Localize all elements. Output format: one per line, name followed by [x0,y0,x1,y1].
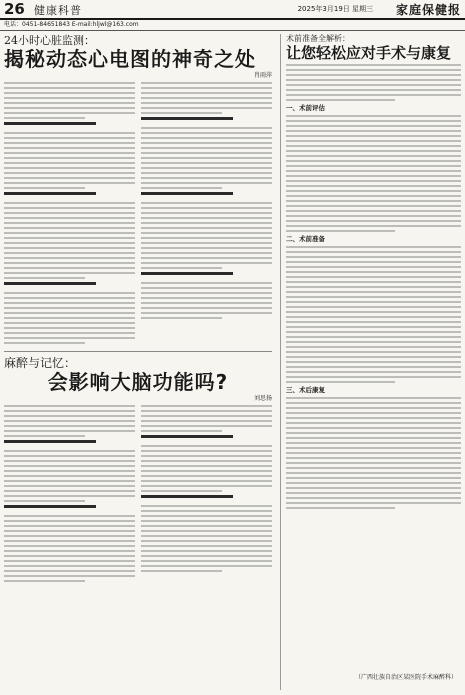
feature-section-heading: 二、术前准备 [286,235,325,243]
feature-section-heading: 三、术后康复 [286,386,325,394]
feature-section-heading: 一、术前评估 [286,104,325,112]
article-body [4,405,272,585]
section-title: 家庭保健报 [395,3,461,17]
subsection-heading [4,440,135,447]
text-column [4,82,135,347]
article-kicker: 麻醉与记忆： [4,356,77,370]
subsection-heading [141,435,272,442]
article-body [4,82,272,347]
article-headline: 会影响大脑功能吗? [47,370,229,394]
text-column [141,82,272,347]
subsection-heading [141,272,272,279]
article-byline: 肖雨萍 [253,72,272,79]
subsection-heading [141,117,272,124]
subsection-heading [4,282,135,289]
page-number: 26 [4,0,25,18]
article-byline: 刘思扬 [253,395,272,402]
subsection-heading [141,192,272,199]
article-anesthesia [4,356,272,585]
article-kicker: 24小时心脏监测： [4,34,95,47]
feature-credit: （广西壮族自治区某医院手术麻醉科） [354,674,457,681]
subsection-heading [4,192,135,199]
paper-name: 健康科普 [34,4,82,17]
article-ecg [4,34,272,347]
feature-kicker: 术前准备全解析： [286,34,350,43]
subsection-heading [4,505,135,512]
contact-text: 电话：0451-84651843 E-mail:hljwl@163.com [4,21,139,28]
article-headline: 揭秘动态心电图的神奇之处 [4,47,256,71]
masthead [0,0,465,20]
subsection-heading [4,122,135,129]
subsection-heading [141,495,272,502]
text-column [4,405,135,585]
text-column [141,405,272,585]
article-divider [4,351,272,352]
left-column [4,34,272,690]
issue-date: 2025年3月19日 星期三 [297,5,373,13]
contact-bar [0,20,465,31]
feature-headline: 让您轻松应对手术与康复 [286,44,452,62]
right-column [280,34,461,690]
